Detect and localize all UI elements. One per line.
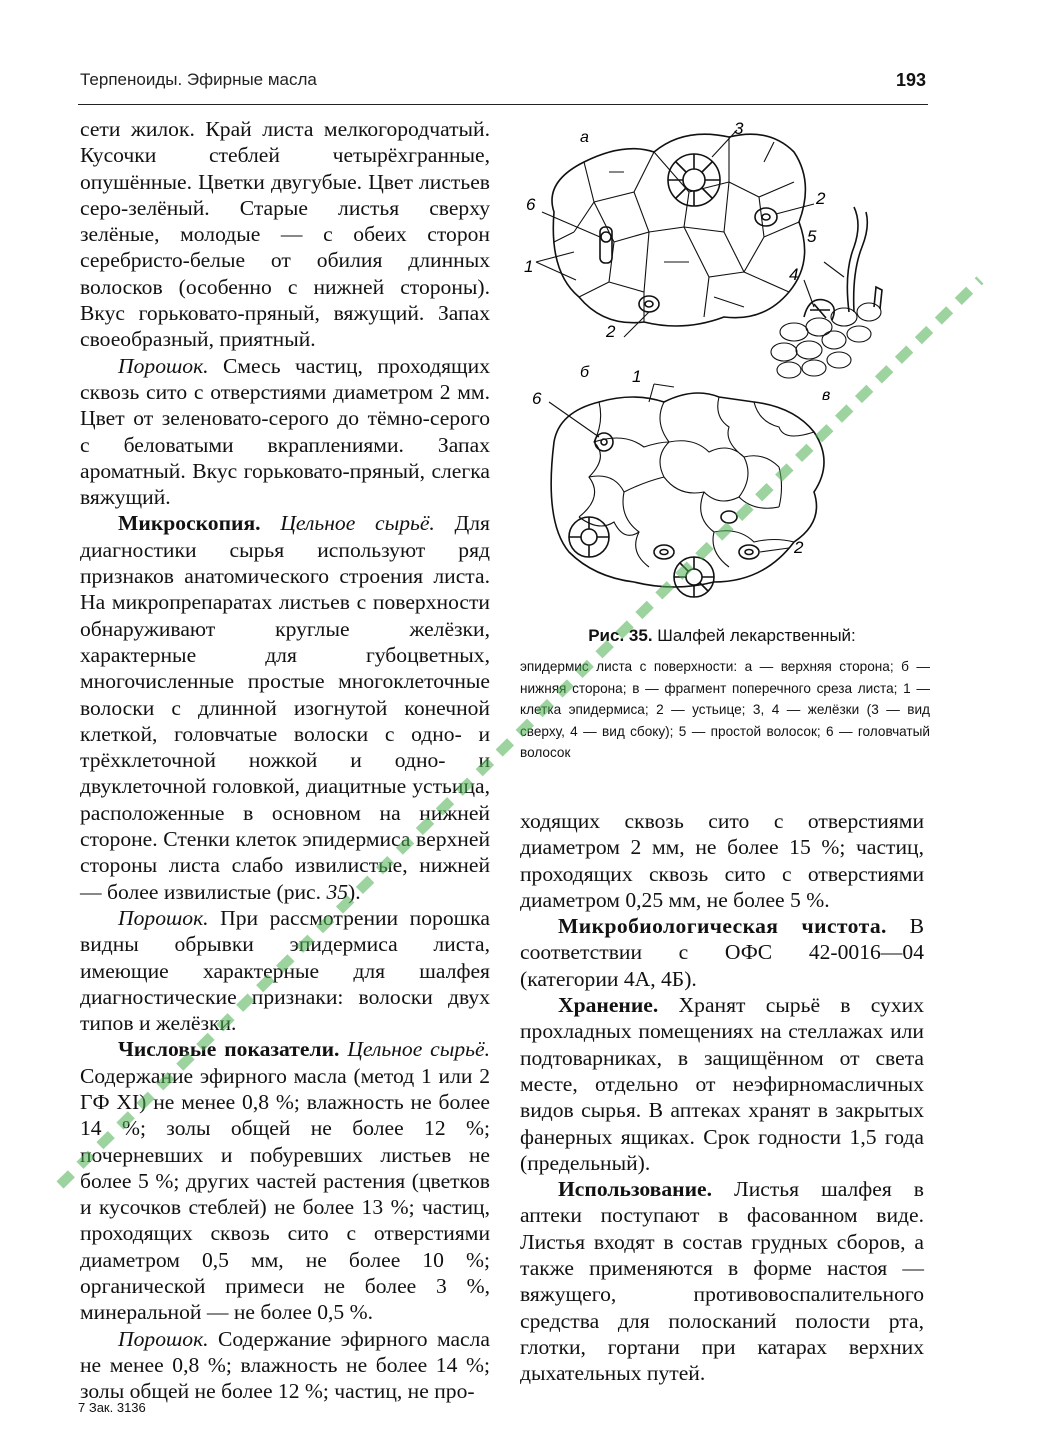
heading-usage: Использование. [558, 1177, 713, 1202]
side-view-cells [771, 303, 881, 378]
label-3: 3 [734, 119, 744, 138]
paragraph-continued: ходящих сквозь сито с отверстиями диаметром 2 мм, не более 15 %; частиц, проходящих сквозь сито с отверстиями диаметром 0,25 мм, не более 5 %. [520, 809, 924, 912]
heading-microbiology: Микробиологическая чистота. [558, 914, 887, 939]
label-1: 1 [632, 367, 642, 386]
label-1: 1 [524, 257, 534, 276]
paragraph-numerical: Числовые показатели. Цельное сырьё. Содержание эфирного масла (метод 1 или 2 ГФ XI) не менее 0,8 %; влажность не более 14 %; золы общей не более 12 %; почерневших и побуревших листьев не более 5 %; других частей растения (цветков и кусочков стеблей) не более 13 %; частиц, проходящих сквозь сито с отверстиями диаметром 0,5 мм, не более 10 %; органической примеси не более 3 %, минеральной — не более 0,5 %. [80, 1037, 490, 1325]
right-column [520, 808, 924, 1387]
label-whole-raw: Цельное сырьё. [347, 1037, 490, 1062]
paragraph-powder-1: Порошок. Смесь частиц, проходящих сквозь сито с отверстиями диаметром 2 мм. Цвет от зеленовато-серого до тёмно-серого с беловатыми вкраплениями. Запах ароматный. Вкус горьковато-пряный, слегка вяжущий. [80, 353, 490, 510]
label-5: 5 [807, 227, 817, 246]
stoma-icon [639, 296, 659, 312]
panel-label-b: б [580, 364, 589, 381]
paragraph-microscopy: Микроскопия. Цельное сырьё. Для диагностики сырья используют ряд признаков анатомического строения листа. На микропрепаратах листьев с поверхности обнаруживают круглые желёзки, характерные для губоцветных, многочисленные простые многоклеточные волоски с длинной изогнутой конечной клеткой, головчатые волоски с одно- и трёхклеточной ножкой и одно- и двуклеточной головкой, диацитные устьица, расположенные в основном на нижней стороне. Стенки клеток эпидермиса верхней стороны листа слабо извилистые, нижней — более извилистые (рис. 35). [80, 511, 490, 904]
label-whole-raw: Цельное сырьё. [280, 511, 435, 536]
stoma-icon [654, 545, 674, 559]
label-6: 6 [532, 389, 542, 408]
heading-storage: Хранение. [558, 993, 659, 1018]
paragraph-microbiology: Микробиологическая чистота. В соответствии с ОФС 42-0016—04 (категории 4А, 4Б). [520, 914, 924, 991]
left-column [80, 116, 490, 1405]
label-2: 2 [794, 538, 804, 557]
label-2: 2 [816, 189, 826, 208]
label-2: 2 [606, 322, 616, 341]
paragraph-description: сети жилок. Край листа мелкогородчатый. Кусочки стеблей четырёхгранные, опушённые. Цветки двугубые. Цвет листьев серо-зелёный. Старые листья сверху зелёные, молодые — с обеих сторон серебристо-белые от обилия длинных волосков (особенно с нижней стороны). Вкус горьковато-пряный, вяжущий. Запах своеобразный, приятный. [80, 117, 490, 352]
figure-35 [514, 112, 934, 612]
panel-a-outline [552, 134, 805, 326]
page-number: 193 [895, 70, 926, 90]
figure-reference: 35 [326, 879, 349, 904]
label-6: 6 [526, 195, 536, 214]
panel-b-cells [579, 397, 814, 567]
label-powder: Порошок. [118, 1326, 209, 1351]
label-powder: Порошок. [118, 353, 209, 378]
paragraph-usage: Использование. Листья шалфея в аптеки поступают в фасованном виде. Листья входят в состав грудных сборов, а также применяются в форме настоя — вяжущего, противовоспалительного средства для полосканий полости рта, глотки, гортани при катарах верхних дыхательных путей. [520, 1177, 924, 1386]
figure-caption-legend: эпидермис листа с поверхности: а — верхняя сторона; б — нижняя сторона; в — фрагмент поперечного среза листа; 1 — клетка эпидермиса; 2 — устьице; 3, 4 — желёзки (3 — вид сверху, 4 — вид сбоку); 5 — простой волосок; 6 — головчатый волосок [520, 659, 930, 760]
running-title: Терпеноиды. Эфирные масла [80, 70, 317, 89]
epidermis-illustration [514, 112, 934, 612]
paragraph-powder-3: Порошок. Содержание эфирного масла не менее 0,8 %; влажность не более 14 %; золы общей не более 12 %; частиц, не про- [80, 1326, 490, 1404]
printer-signature: 7 Зак. 3136 [78, 1400, 146, 1415]
paragraph-powder-2: Порошок. При рассмотрении порошка видны обрывки эпидермиса листа, имеющие характерные для шалфея диагностические признаки: волоски двух типов и желёзки. [80, 905, 490, 1036]
figure-caption-title: Рис. 35. Шалфей лекарственный: [588, 626, 856, 645]
heading-microscopy: Микроскопия. [118, 511, 261, 536]
header-rule [78, 104, 928, 105]
simple-hair-icon [847, 207, 867, 312]
heading-numerical: Числовые показатели. [118, 1037, 340, 1062]
stoma-icon [739, 545, 759, 559]
stoma-icon [755, 208, 777, 226]
label-4: 4 [789, 265, 799, 284]
paragraph-storage: Хранение. Хранят сырьё в сухих прохладных помещениях на стеллажах или подтоварниках, в защищённом от света месте, отдельно от неэфирномасличных видов сырья. В аптеках хранят в закрытых фанерных ящиках. Срок годности 1,5 года (предельный). [520, 993, 924, 1175]
panel-label-a: а [580, 129, 589, 146]
panel-a-cells [554, 137, 799, 322]
panel-label-v: в [822, 387, 831, 404]
label-powder: Порошок. [118, 905, 209, 930]
